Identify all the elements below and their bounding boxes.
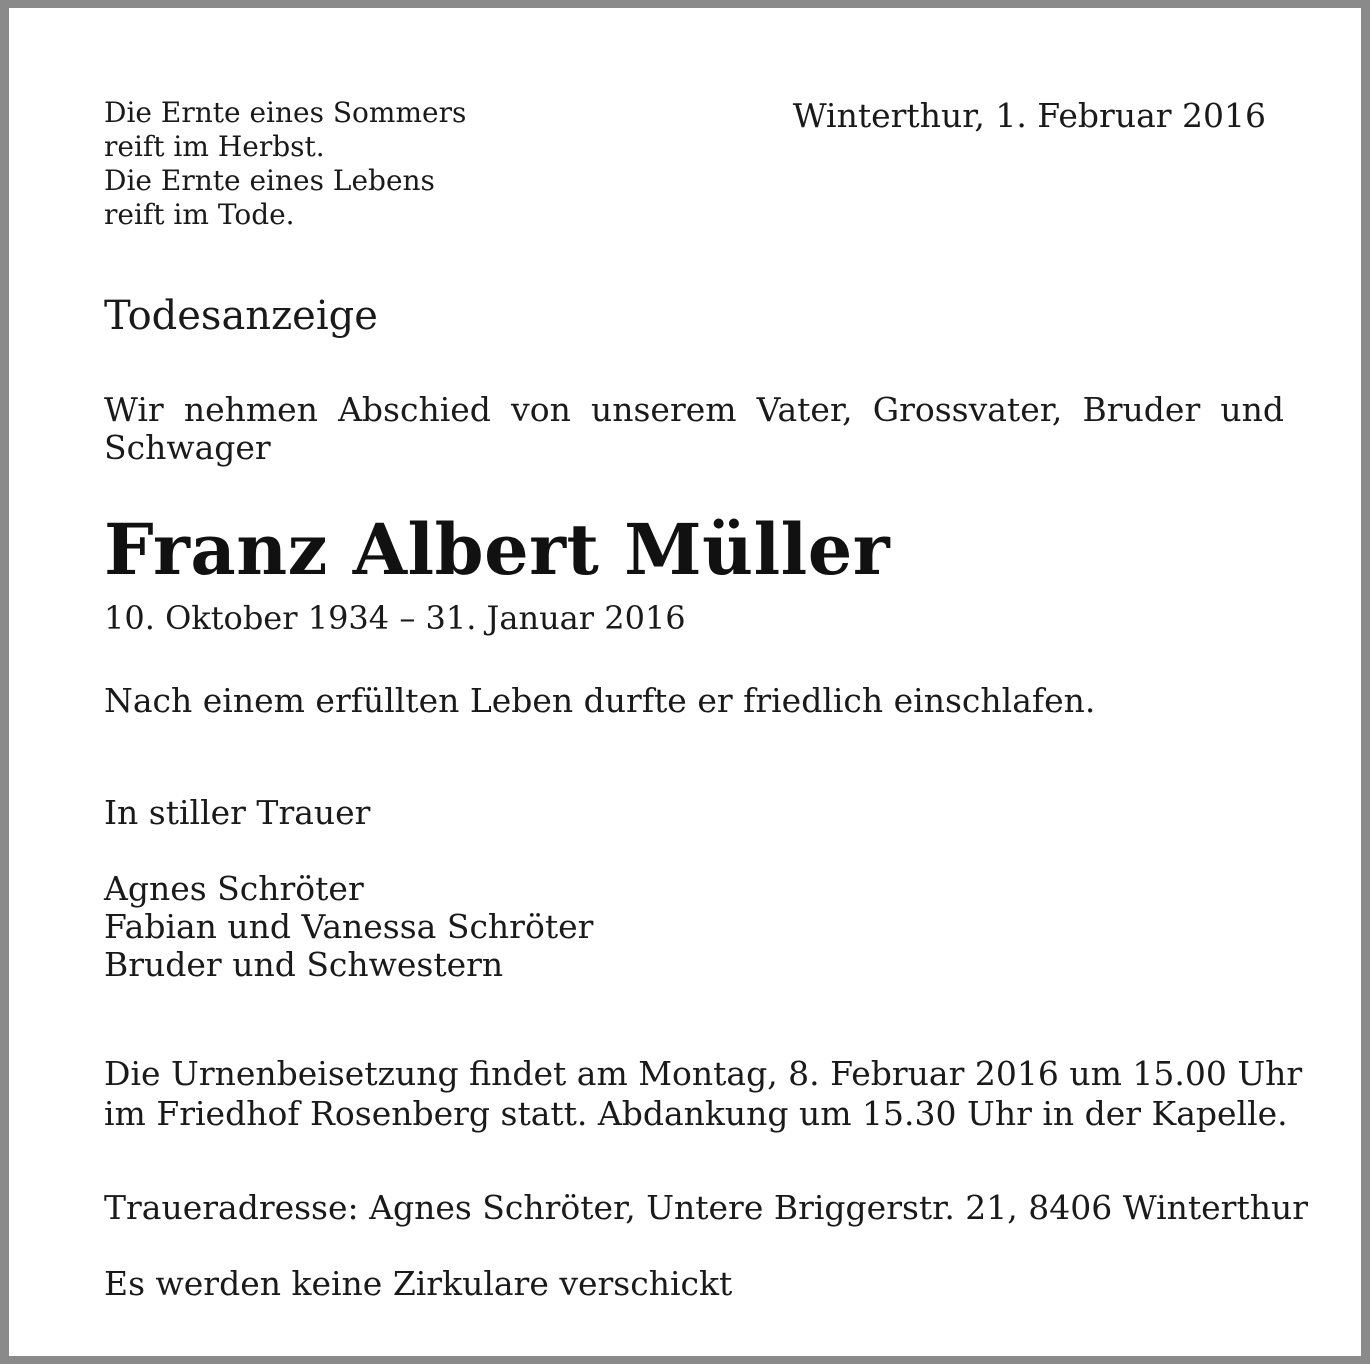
lifespan-dates: 10. Oktober 1934 – 31. Januar 2016	[104, 599, 686, 637]
poem-line: reift im Tode.	[104, 198, 295, 231]
poem-line: Die Ernte eines Lebens	[104, 164, 435, 197]
mourners-list	[104, 870, 593, 984]
mourner: Agnes Schröter	[104, 869, 364, 908]
intro-line: Wir nehmen Abschied von unserem Vater, Grossvater, Bruder und	[104, 390, 1284, 429]
deceased-name: Franz Albert Müller	[104, 508, 891, 591]
poem	[104, 96, 466, 232]
intro-line: Schwager	[104, 428, 271, 467]
poem-line: reift im Herbst.	[104, 130, 325, 163]
circular-note: Es werden keine Zirkulare verschickt	[104, 1264, 733, 1303]
intro-paragraph	[104, 391, 1284, 467]
mourner: Bruder und Schwestern	[104, 945, 504, 984]
memorial-sentence: Nach einem erfüllten Leben durfte er friedlich einschlafen.	[104, 681, 1096, 720]
service-info	[104, 1054, 1302, 1134]
mourner: Fabian und Vanessa Schröter	[104, 907, 594, 946]
service-line: Die Urnenbeisetzung findet am Montag, 8. Februar 2016 um 15.00 Uhr	[104, 1054, 1303, 1093]
poem-line: Die Ernte eines Sommers	[104, 96, 467, 129]
service-line: im Friedhof Rosenberg statt. Abdankung um 15.30 Uhr in der Kapelle.	[104, 1094, 1288, 1133]
page-title: Todesanzeige	[104, 293, 378, 339]
mourning-address: Traueradresse: Agnes Schröter, Untere Briggerstr. 21, 8406 Winterthur	[104, 1188, 1309, 1227]
grief-line: In stiller Trauer	[104, 793, 371, 832]
place-date: Winterthur, 1. Februar 2016	[792, 96, 1266, 135]
